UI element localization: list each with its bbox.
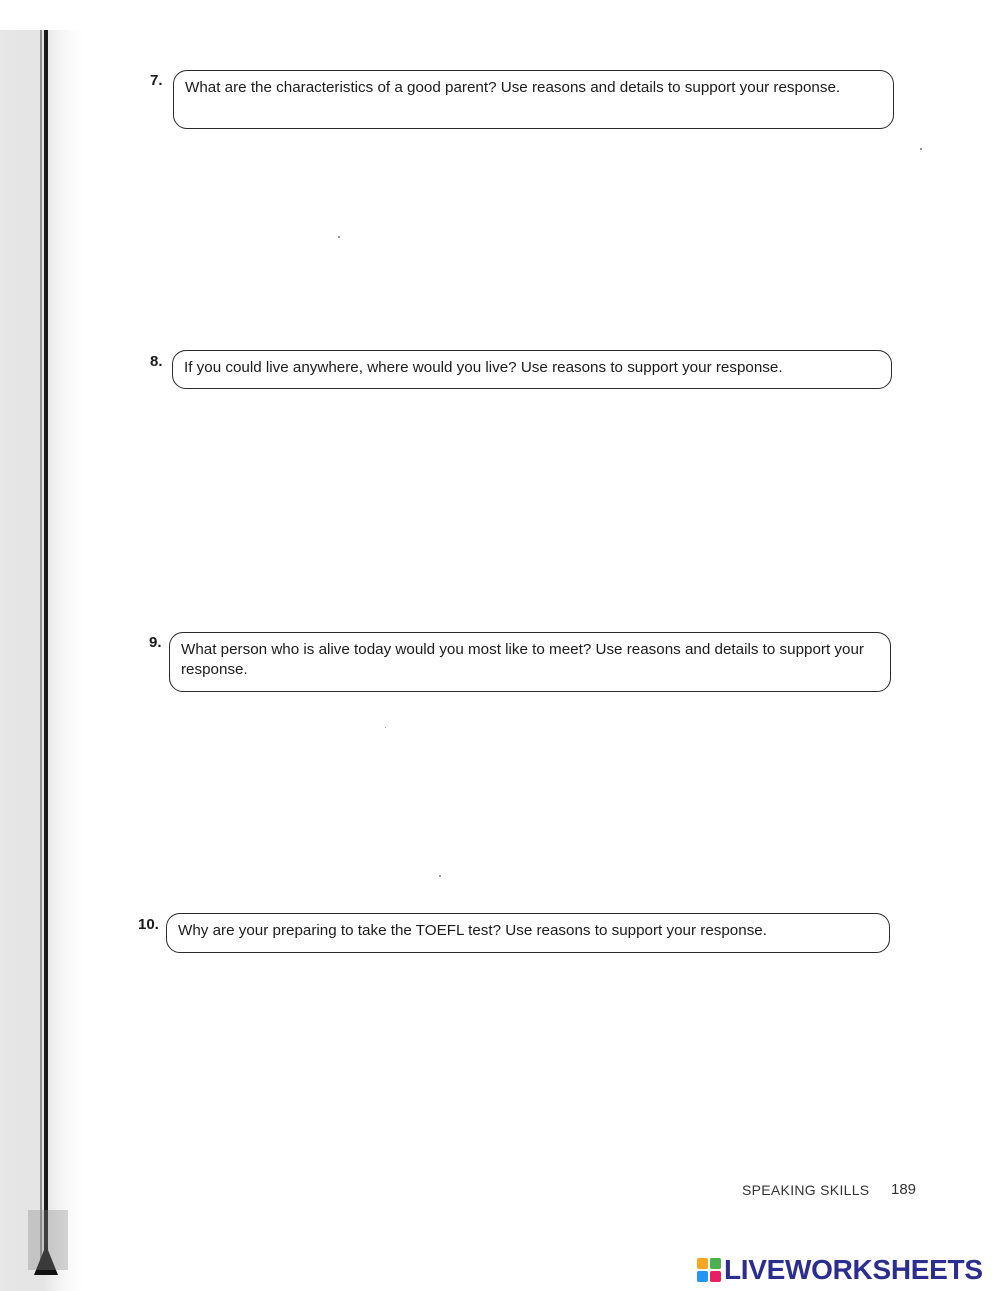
question-number: 8. (150, 353, 163, 370)
question-text: Why are your preparing to take the TOEFL test? Use reasons to support your response. (178, 922, 767, 939)
liveworksheets-logo-icon (697, 1258, 721, 1282)
question-text: What are the characteristics of a good parent? Use reasons and details to support your response. (185, 79, 841, 96)
question-text: If you could live anywhere, where would you live? Use reasons to support your response. (184, 359, 783, 376)
page-number: 189 (891, 1181, 917, 1198)
question-number: 10. (138, 916, 159, 933)
question-prompt-box (166, 913, 890, 953)
question-prompt-box (173, 70, 894, 129)
question-number: 7. (150, 72, 163, 89)
scan-speck (338, 236, 340, 238)
scan-speck (439, 875, 441, 877)
question-text: What person who is alive today would you most like to meet? Use reasons and details to support your response. (181, 641, 864, 678)
footer-section-title: SPEAKING SKILLS (742, 1182, 870, 1198)
scan-binding-edge (0, 30, 90, 1291)
question-prompt-box (172, 350, 892, 389)
liveworksheets-brand-text: LIVEWORKSHEETS (724, 1254, 983, 1285)
scan-speck (385, 727, 386, 728)
scan-speck (920, 148, 922, 150)
question-number: 9. (149, 634, 162, 651)
liveworksheets-logo (697, 1255, 983, 1285)
question-prompt-box (169, 632, 891, 692)
